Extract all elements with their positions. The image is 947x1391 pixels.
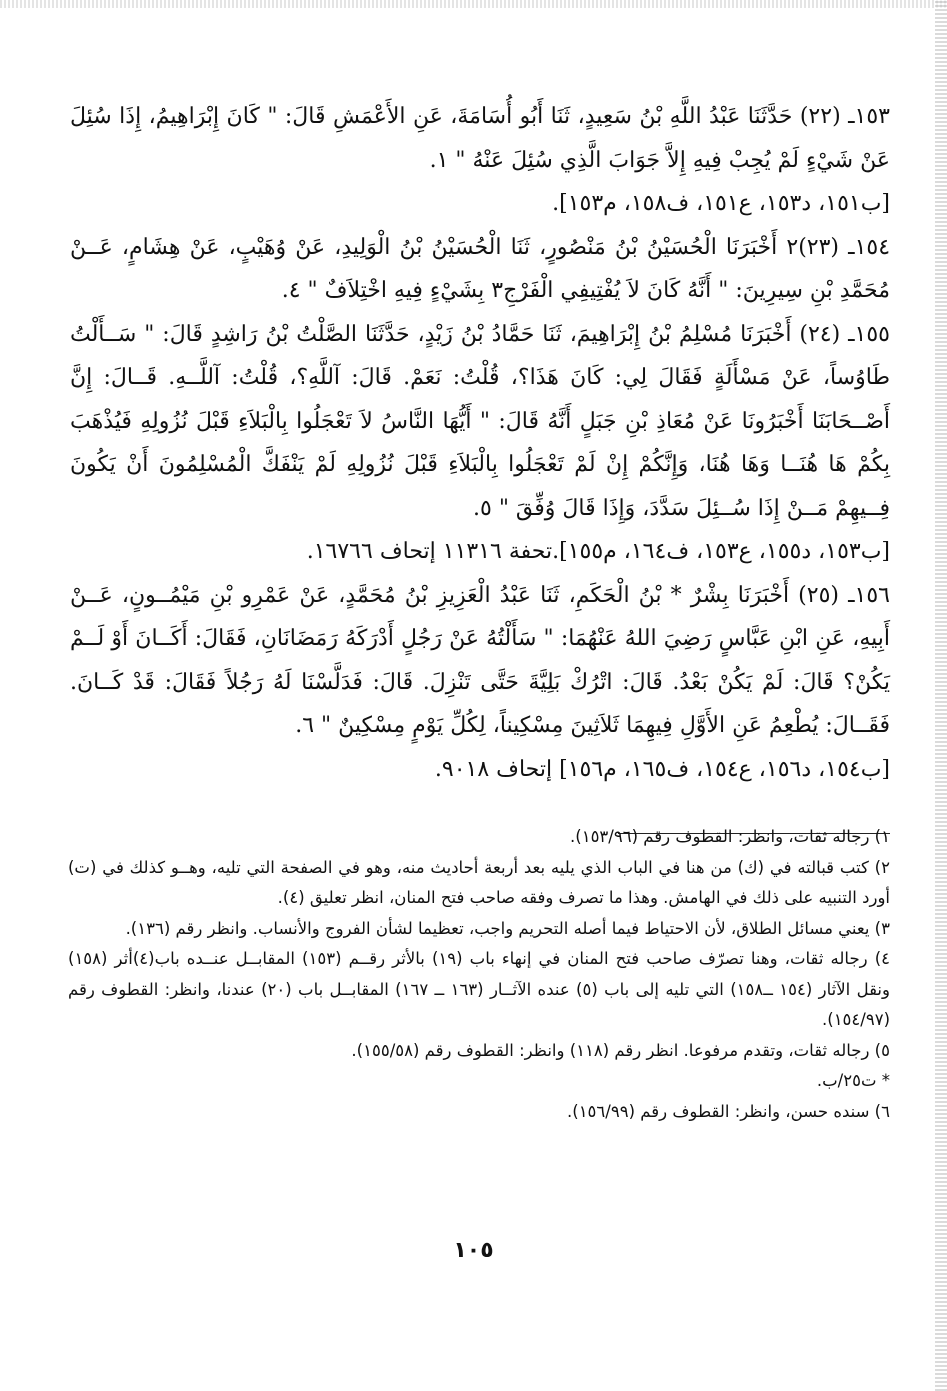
footnote-4: ٤) رجاله ثقات، وهنا تصرّف صاحب فتح المنان في إنهاء باب (١٩) بالأثر رقــم (١٥٣) المقابــل عنــده باب(٤)أثر (١٥٨) ونقل الآثار (١٥٤ ــ١٥٨) التي تليه إلى باب (٥) عنده الآثــار (١٦٣ ــ ١٦٧) المقابــل باب (٢٠) عندنا، وانظر: القطوف رقم (١٥٤/٩٧). xyxy=(68,949,891,1029)
reference-155: [ب١٥٣، د١٥٥، ع١٥٣، ف١٦٤، م١٥٥].تحفة ١١٣١٦ إتحاف ١٦٧٦٦. xyxy=(306,539,890,564)
main-text xyxy=(70,95,890,791)
hadith-153: ١٥٣ـ (٢٢) حَدَّثَنَا عَبْدُ اللَّهِ بْنُ سَعِيدٍ، ثَنَا أَبُو أُسَامَةَ، عَنِ الأَعْمَشِ قَالَ: " كَانَ إِبْرَاهِيمُ، إِذَا سُئِلَ عَنْ شَيْءٍ لَمْ يُجِبْ فِيهِ إِلاَّ جَوَابَ الَّذِي سُئِلَ عَنْهُ " ١. xyxy=(70,104,890,173)
scan-edge-top xyxy=(0,0,947,8)
footnotes xyxy=(68,822,890,1127)
footnote-5: ٥) رجاله ثقات، وتقدم مرفوعا. انظر رقم (١١٨) وانظر: القطوف رقم (١٥٥/٥٨). xyxy=(351,1040,890,1060)
footnote-star: * ت٢٥/ب. xyxy=(816,1071,890,1090)
hadith-156: ١٥٦ـ (٢٥) أَخْبَرَنَا بِشْرٌ * بْنُ الْحَكَمِ، ثَنَا عَبْدُ الْعَزِيزِ بْنُ مُحَمَّدٍ، عَنْ عَمْرِو بْنِ مَيْمُــونٍ، عَــنْ أَبِيهِ، عَنِ ابْنِ عَبَّاسٍ رَضِيَ اللهُ عَنْهُمَا: " سَأَلْتُهُ عَنْ رَجُلٍ أَدْرَكَهُ رَمَضَانَانِ، فَقَالَ: أَكَــانَ أَوْ لَــمْ يَكُنْ؟ قَالَ: لَمْ يَكُنْ بَعْدُ. قَالَ: اتْرُكْ بَلِيَّةَ حَتَّى تَنْزِلَ. قَالَ: فَدَلَّسْنَا لَهُ رَجُلاً فَقَالَ: قَدْ كَــانَ. فَقَــالَ: يُطْعِمُ عَنِ الأَوَّلِ فِيهِمَا ثَلاَثِينَ مِسْكِيناً، لِكُلِّ يَوْمٍ مِسْكِينٌ " ٦. xyxy=(70,582,890,738)
footnote-3: ٣) يعني مسائل الطلاق، لأن الاحتياط فيما أصله التحريم واجب، تعظيما لشأن الفروج والأنساب. وانظر رقم (١٣٦). xyxy=(125,918,890,938)
hadith-155: ١٥٥ـ (٢٤) أَخْبَرَنَا مُسْلِمُ بْنُ إِبْرَاهِيمَ، ثَنَا حَمَّادُ بْنُ زَيْدٍ، حَدَّثَنَا الصَّلْتُ بْنُ رَاشِدٍ قَالَ: " سَــأَلْتُ طَاوُساً، عَنْ مَسْأَلَةٍ فَقَالَ لِي: كَانَ هَذَا؟، قُلْتُ: نَعَمْ. قَالَ: آللَّهِ؟، قُلْتُ: آللَّــهِ. قَــالَ: إِنَّ أَصْــحَابَنَا أَخْبَرُونَا عَنْ مُعَاذِ بْنِ جَبَلٍ أَنَّهُ قَالَ: " أَيُّهَا النَّاسُ لاَ تَعْجَلُوا بِالْبَلاَءِ قَبْلَ نُزُولِهِ فَيُذْهَبَ بِكُمْ هَا هُنَــا وَهَا هُنَا، وَإِنَّكُمْ إِنْ لَمْ تَعْجَلُوا بِالْبَلاَءِ قَبْلَ نُزُولِهِ لَمْ يَنْفَكَّ الْمُسْلِمُونَ أَنْ يَكُونَ فِــيهِمْ مَــنْ إِذَا سُــئِلَ سَدَّدَ، وَإِذَا قَالَ وُفِّقَ " ٥. xyxy=(70,321,890,521)
footnote-1: ١) رجاله ثقات، وانظر: القطوف رقم (١٥٣/٩٦). xyxy=(570,827,890,846)
scan-edge-right xyxy=(935,0,947,1391)
hadith-154: ١٥٤ـ (٢٣)٢ أَخْبَرَنَا الْحُسَيْنُ بْنُ مَنْصُورٍ، ثَنَا الْحُسَيْنُ بْنُ الْوَلِيدِ، عَنْ وُهَيْبٍ، عَنْ هِشَامٍ، عَــنْ مُحَمَّدِ بْنِ سِيرِينَ: " أَنَّهُ كَانَ لاَ يُفْتِيفِي الْفَرْجِ٣ بِشَيْءٍ فِيهِ اخْتِلاَفٌ " ٤. xyxy=(70,234,891,303)
reference-156: [ب١٥٤، د١٥٦، ع١٥٤، ف١٦٥، م١٥٦] إتحاف ٩٠١٨. xyxy=(434,756,890,782)
reference-153: [ب١٥١، د١٥٣، ع١٥١، ف١٥٨، م١٥٣]. xyxy=(552,191,890,216)
page-number: ١٠٥ xyxy=(453,1238,494,1263)
footnote-2: ٢) كتب قبالته في (ك) من هنا في الباب الذي يليه بعد أربعة أحاديث منه، وهو في الصفحة التي تليه، وهــو كذلك في (ت) أورد التنبيه على ذلك في الهامش. وهذا ما تصرف وفقه صاحب فتح المنان، انظر تعليق (٤). xyxy=(68,857,890,907)
footnote-6: ٦) سنده حسن، وانظر: القطوف رقم (١٥٦/٩٩). xyxy=(567,1101,890,1121)
